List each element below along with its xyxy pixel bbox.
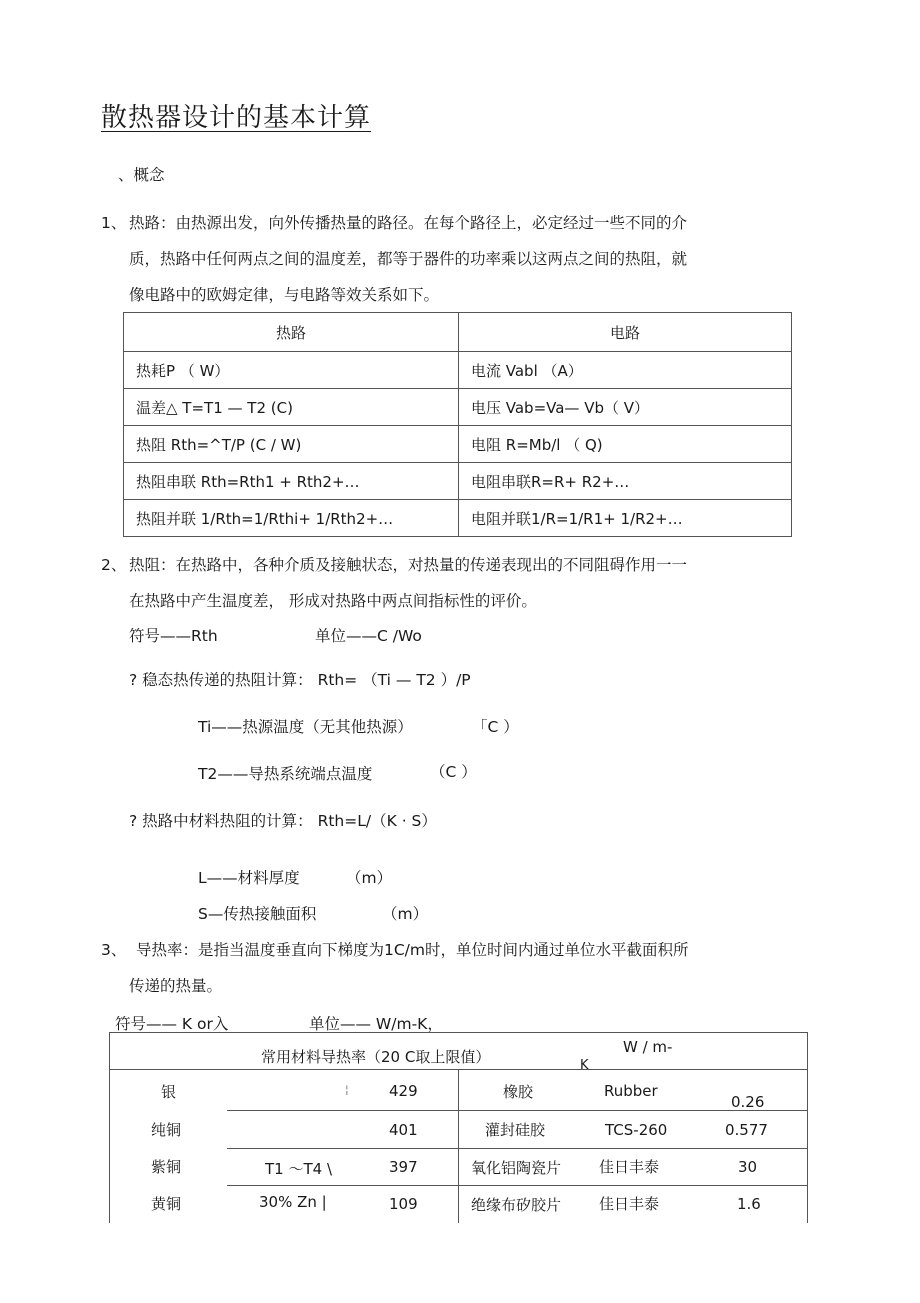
table-header-electrical: 电路 [459, 313, 792, 352]
l-definition: L——材料厚度 [198, 869, 300, 887]
material-note: T1 ～T4 \ [265, 1160, 333, 1178]
table-cell: 热阻串联 Rth=Rth1 + Rth2+… [124, 463, 459, 500]
material-brand: TCS-260 [605, 1121, 668, 1139]
material-name-2: 氧化铝陶瓷片 [471, 1159, 562, 1177]
table-cell: 电阻 R=Mb/l （ Q) [459, 426, 792, 463]
material-value-2: 30 [738, 1158, 758, 1176]
material-name: 银 [161, 1083, 177, 1101]
table-unit: W / m- [623, 1038, 673, 1056]
thermal-electrical-table [123, 312, 792, 537]
table-cell: 电压 Vab=Va— Vb（ V） [459, 389, 792, 426]
section-heading: 、概念 [118, 166, 165, 184]
material-value: 397 [389, 1158, 418, 1176]
material-value: 401 [389, 1121, 418, 1139]
material-value: 429 [389, 1082, 418, 1100]
resistance-unit: 单位——C /Wo [315, 627, 422, 645]
material-name: 紫铜 [151, 1158, 182, 1176]
table-row [124, 352, 792, 389]
material-name-2: 橡胶 [503, 1083, 534, 1101]
material-name: 纯铜 [151, 1121, 182, 1139]
table-cell: 电流 Vabl （A） [459, 352, 792, 389]
material-value-2: 0.577 [725, 1121, 768, 1139]
material-name: 黄铜 [151, 1195, 182, 1213]
t1-definition: Ti——热源温度（无其他热源） [198, 718, 413, 736]
conductivity-unit: 单位—— W/m-K， [309, 1015, 443, 1033]
item2-line2: 在热路中产生温度差， 形成对热路中两点间指标性的评价。 [129, 592, 537, 610]
item1-line2: 质，热路中任何两点之间的温度差，都等于器件的功率乘以这两点之间的热阻，就 [129, 250, 688, 268]
table-cell: 电阻串联R=R+ R2+… [459, 463, 792, 500]
table-cell: 热阻 Rth=^T/P (C / W) [124, 426, 459, 463]
item1-line1: 热路：由热源出发，向外传播热量的路径。在每个路径上，必定经过一些不同的介 [129, 214, 688, 232]
material-value: 109 [389, 1195, 418, 1213]
item3-line2: 传递的热量。 [129, 977, 223, 995]
table-cell: 电阻并联1/R=1/R1+ 1/R2+… [459, 500, 792, 537]
material-name-2: 绝缘布矽胶片 [471, 1196, 562, 1214]
material-value-2: 1.6 [737, 1195, 761, 1213]
item3-number: 3、 [101, 941, 127, 959]
table-row [124, 426, 792, 463]
s-unit: （m） [382, 905, 429, 923]
material-note: 30% Zn | [259, 1193, 327, 1211]
s-definition: S—传热接触面积 [198, 905, 317, 923]
table-row [124, 500, 792, 537]
page-title: 散热器设计的基本计算 [101, 103, 372, 133]
table-row [124, 389, 792, 426]
conductivity-table [109, 1032, 808, 1223]
l-unit: （m） [346, 869, 393, 887]
t1-unit: 「C ） [472, 718, 519, 736]
table-cell: 热耗P （ W） [124, 352, 459, 389]
item2-line1: 热阻：在热路中，各种介质及接触状态，对热量的传递表现出的不同阻碍作用一一 [129, 556, 688, 574]
table-unit-tail: K [580, 1058, 589, 1069]
material-brand: Rubber [604, 1082, 658, 1100]
table-cell: 温差△ T=T1 — T2 (C) [124, 389, 459, 426]
material-brand: 佳日丰泰 [599, 1158, 660, 1176]
material-note: ¦ [345, 1083, 349, 1096]
material-brand: 佳日丰泰 [599, 1195, 660, 1213]
material-resistance-formula: ? 热路中材料热阻的计算： Rth=L/（K · S） [129, 812, 437, 830]
t2-definition: T2——导热系统端点温度 [198, 765, 373, 783]
material-name-2: 灌封硅胶 [485, 1121, 546, 1139]
table-row [124, 463, 792, 500]
resistance-symbol: 符号——Rth [129, 627, 218, 645]
conductivity-symbol: 符号—— K or入 [115, 1015, 229, 1033]
steady-state-formula: ? 稳态热传递的热阻计算： Rth= （Ti — T2 ）/P [129, 671, 471, 689]
item1-number: 1、 [101, 214, 127, 232]
table-cell: 热阻并联 1/Rth=1/Rthi+ 1/Rth2+… [124, 500, 459, 537]
item2-number: 2、 [101, 556, 127, 574]
table-header-thermal: 热路 [124, 313, 459, 352]
item1-line3: 像电路中的欧姆定律，与电路等效关系如下。 [129, 286, 440, 304]
t2-unit: （C ） [430, 763, 477, 781]
item3-line1: 导热率：是指当温度垂直向下梯度为1C/m时，单位时间内通过单位水平截面积所 [136, 941, 689, 959]
material-value-2: 0.26 [731, 1093, 765, 1111]
table-caption: 常用材料导热率（20 C取上限值） [261, 1048, 491, 1066]
